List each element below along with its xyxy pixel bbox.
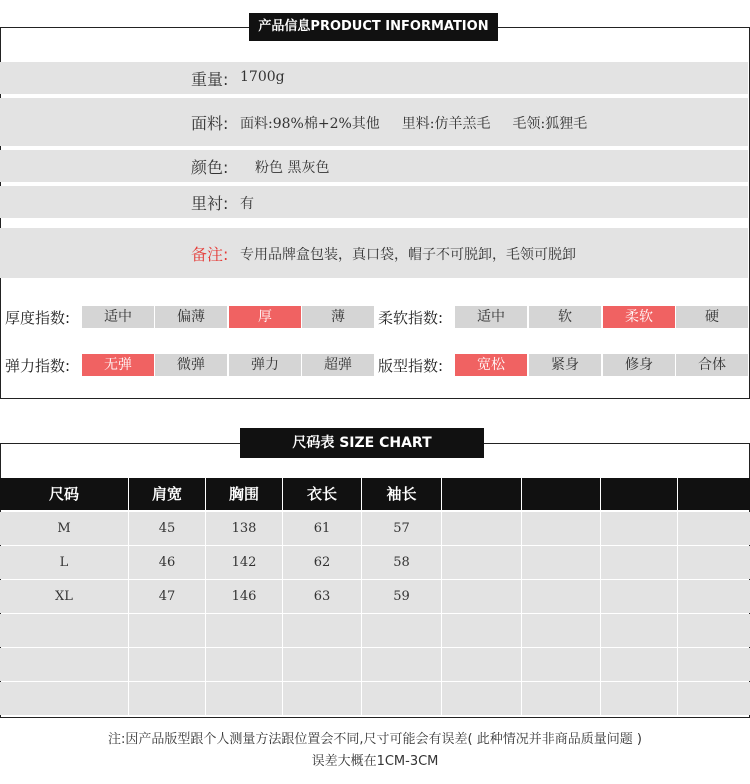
info-value [240, 69, 307, 85]
info-value [240, 113, 609, 133]
scale-option: 合体 [676, 354, 748, 376]
size-cell [442, 614, 521, 647]
info-value-item: 1700g [240, 69, 285, 85]
size-cell [522, 648, 600, 681]
size-cell [522, 614, 600, 647]
info-value-item: 专用品牌盒包装，真口袋，帽子不可脱卸，毛领可脱卸 [240, 247, 576, 263]
size-cell [0, 614, 128, 647]
size-cell: 146 [206, 580, 282, 613]
scale-option: 厚 [229, 306, 301, 328]
size-table-row [0, 614, 750, 648]
size-cell [283, 648, 361, 681]
size-header-cell: 袖长 [362, 478, 441, 510]
size-cell [442, 546, 521, 579]
size-cell [522, 580, 600, 613]
size-cell [0, 682, 128, 715]
size-header-cell [442, 478, 521, 510]
size-header-cell: 胸围 [206, 478, 282, 510]
scale-label: 柔软指数: [378, 309, 444, 327]
info-value [255, 157, 351, 177]
size-cell: 61 [283, 512, 361, 545]
size-cell [206, 614, 282, 647]
scale-option: 软 [529, 306, 601, 328]
size-cell [442, 512, 521, 545]
info-label: 颜色: [191, 158, 229, 177]
size-cell: 46 [129, 546, 205, 579]
info-row [0, 62, 748, 94]
size-cell [522, 682, 600, 715]
scale-option: 微弹 [155, 354, 227, 376]
size-cell [522, 512, 600, 545]
info-value-item: 里料:仿羊羔毛 [401, 116, 491, 132]
size-cell [129, 648, 205, 681]
size-cell [362, 614, 441, 647]
scale-label: 版型指数: [378, 357, 444, 375]
size-cell [442, 580, 521, 613]
size-cell [283, 682, 361, 715]
info-label: 面料: [191, 114, 229, 133]
size-cell [522, 546, 600, 579]
size-cell [129, 682, 205, 715]
size-cell [206, 682, 282, 715]
scale-option: 无弹 [82, 354, 154, 376]
scale-label: 厚度指数: [5, 309, 71, 327]
size-chart-title: 尺码表 SIZE CHART [240, 428, 484, 458]
size-cell [129, 614, 205, 647]
info-value [240, 193, 276, 213]
info-row [0, 186, 748, 218]
scale-option: 偏薄 [155, 306, 227, 328]
scale-option: 弹力 [229, 354, 301, 376]
scale-option: 适中 [82, 306, 154, 328]
size-cell [362, 648, 441, 681]
size-table-row [0, 546, 750, 580]
info-row [0, 98, 748, 146]
size-header-cell [678, 478, 750, 510]
size-cell [678, 682, 750, 715]
size-cell: 62 [283, 546, 361, 579]
size-cell: M [0, 512, 128, 545]
size-cell: 58 [362, 546, 441, 579]
size-cell: 45 [129, 512, 205, 545]
size-cell [601, 648, 677, 681]
size-cell [362, 682, 441, 715]
size-header-cell [601, 478, 677, 510]
size-header-cell: 尺码 [0, 478, 128, 510]
size-table-row [0, 682, 750, 716]
size-cell [601, 682, 677, 715]
size-header-cell [522, 478, 600, 510]
size-cell: 57 [362, 512, 441, 545]
scale-option: 宽松 [455, 354, 527, 376]
size-table-row [0, 512, 750, 546]
scale-label: 弹力指数: [5, 357, 71, 375]
size-cell [678, 648, 750, 681]
size-cell [601, 512, 677, 545]
size-cell [601, 614, 677, 647]
scale-option: 硬 [676, 306, 748, 328]
size-cell [678, 614, 750, 647]
size-cell [678, 546, 750, 579]
size-table-row [0, 580, 750, 614]
size-table-header [0, 478, 750, 510]
size-table-row [0, 648, 750, 682]
size-cell [601, 546, 677, 579]
info-label: 重量: [191, 70, 229, 89]
size-cell [678, 580, 750, 613]
error-range-note: 误差大概在1CM-3CM [311, 754, 439, 769]
scale-option: 修身 [603, 354, 675, 376]
product-info-title: 产品信息PRODUCT INFORMATION [249, 13, 498, 41]
info-row [0, 150, 748, 182]
info-value [240, 244, 598, 264]
size-cell [442, 648, 521, 681]
info-value-item: 面料:98%棉+2%其他 [240, 116, 380, 132]
size-cell: L [0, 546, 128, 579]
info-value-item: 毛领:狐狸毛 [512, 116, 588, 132]
size-header-cell: 衣长 [283, 478, 361, 510]
size-cell [206, 648, 282, 681]
size-cell [678, 512, 750, 545]
size-header-cell: 肩宽 [129, 478, 205, 510]
info-label: 里衬: [191, 194, 229, 213]
measurement-note: 注:因产品版型跟个人测量方法跟位置会不同,尺寸可能会有误差( 此种情况并非商品质量问题 ) [108, 732, 642, 747]
scale-option: 柔软 [603, 306, 675, 328]
size-cell: 47 [129, 580, 205, 613]
scale-option: 紧身 [529, 354, 601, 376]
size-cell [283, 614, 361, 647]
size-cell: 63 [283, 580, 361, 613]
info-label: 备注: [191, 245, 229, 264]
size-cell [0, 648, 128, 681]
info-value-item: 粉色 黑灰色 [255, 160, 330, 176]
size-cell [442, 682, 521, 715]
scale-option: 薄 [302, 306, 374, 328]
size-cell: 142 [206, 546, 282, 579]
info-value-item: 有 [240, 196, 254, 212]
size-cell: 59 [362, 580, 441, 613]
size-cell: 138 [206, 512, 282, 545]
scale-option: 适中 [455, 306, 527, 328]
size-cell [601, 580, 677, 613]
size-cell: XL [0, 580, 128, 613]
scale-option: 超弹 [302, 354, 374, 376]
info-row [0, 228, 748, 278]
